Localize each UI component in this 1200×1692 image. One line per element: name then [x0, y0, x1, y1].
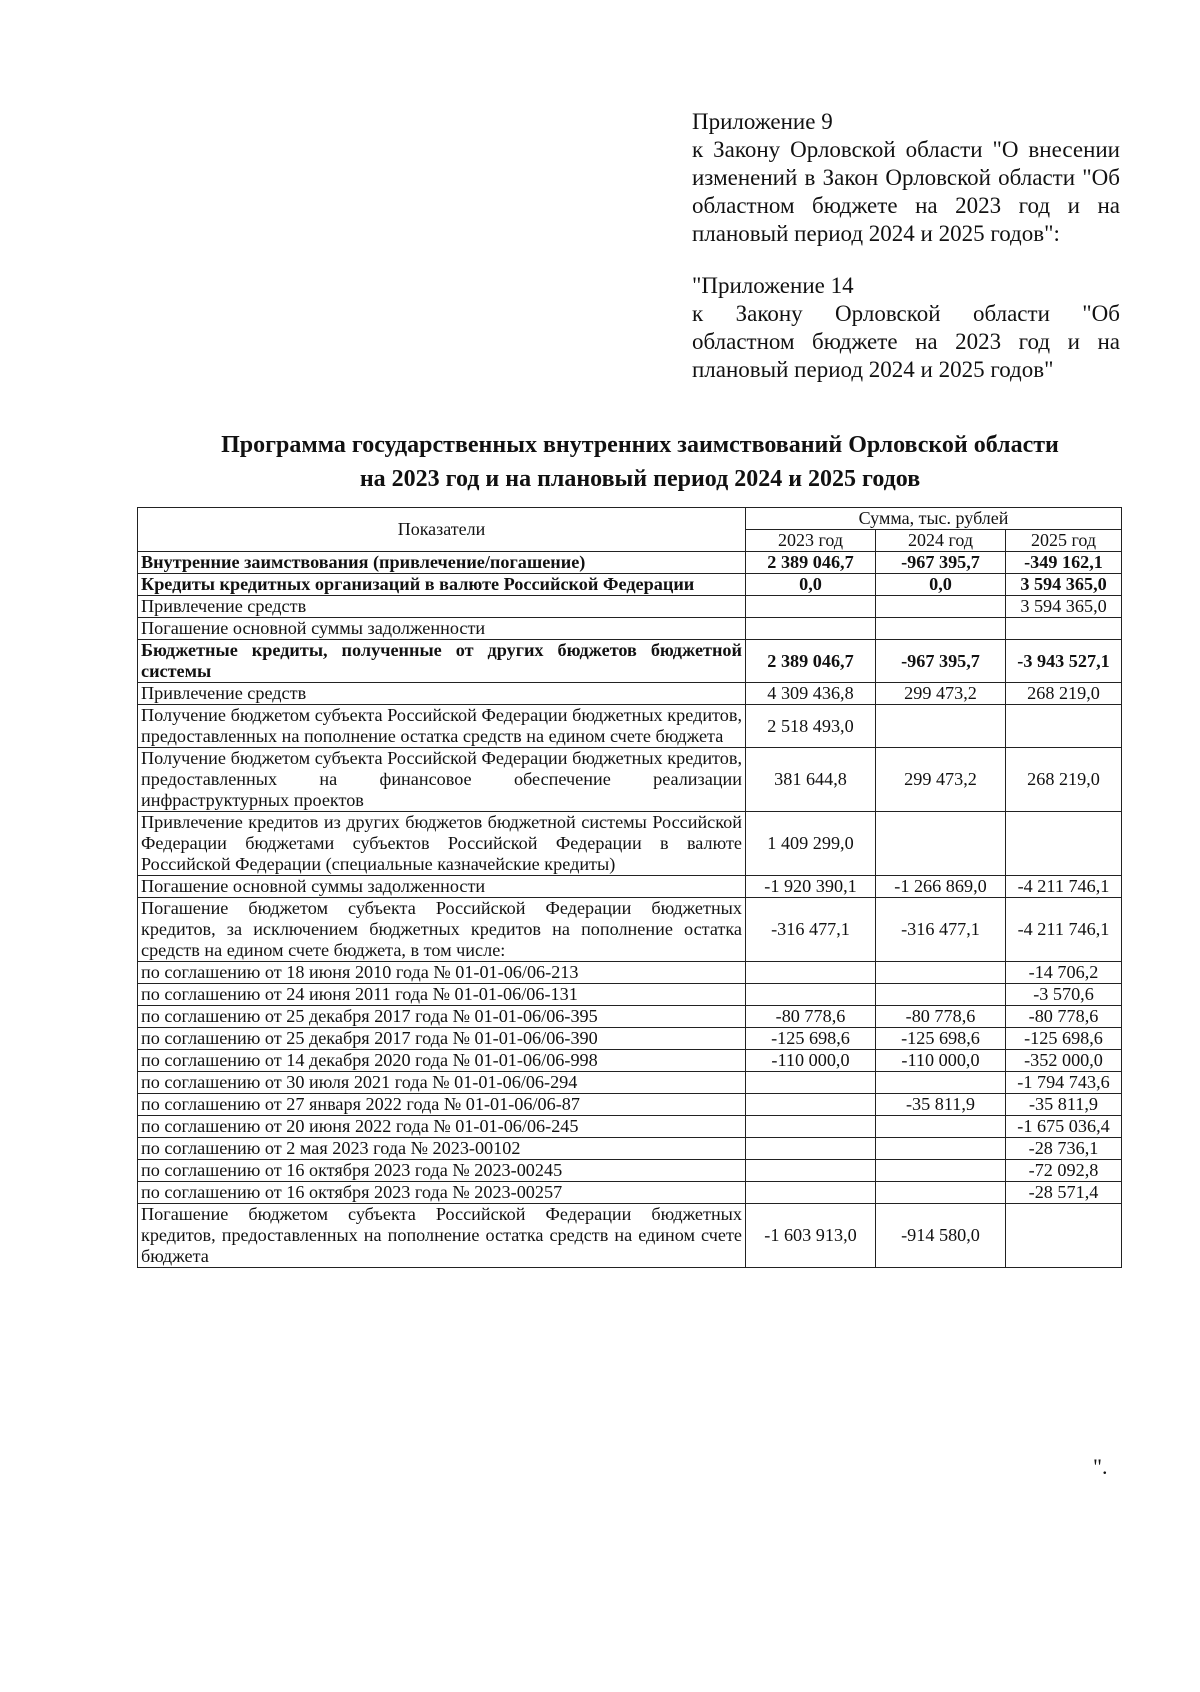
row-label: Погашение бюджетом субъекта Российской Федерации бюджетных кредитов, за исключением бюджетных кредитов на пополнение остатка средств на едином счете бюджета, в том числе: [138, 898, 746, 962]
table-body [138, 552, 1122, 1268]
value-cell: -914 580,0 [876, 1204, 1006, 1268]
row-label: по соглашению от 2 мая 2023 года № 2023-00102 [138, 1138, 746, 1160]
table-row [138, 962, 1122, 984]
value-cell [876, 812, 1006, 876]
annex-reference: к Закону Орловской области "О внесении изменений в Закон Орловской области "Об областном бюджете на 2023 год и на плановый период 2024 и 2025 годов": [692, 137, 1120, 246]
value-cell: -3 943 527,1 [1006, 640, 1122, 683]
value-cell: -72 092,8 [1006, 1160, 1122, 1182]
title-line-2: на 2023 год и на плановый период 2024 и 2025 годов [359, 466, 921, 492]
table-header-row [138, 508, 1122, 530]
value-cell: -125 698,6 [876, 1028, 1006, 1050]
value-cell: -967 395,7 [876, 552, 1006, 574]
row-label: Привлечение кредитов из других бюджетов бюджетной системы Российской Федерации бюджетами субъектов Российской Федерации в валюте Российской Федерации (специальные казначейские кредиты) [138, 812, 746, 876]
value-cell: -35 811,9 [1006, 1094, 1122, 1116]
table-row [138, 748, 1122, 812]
value-cell [876, 962, 1006, 984]
row-label: Погашение бюджетом субъекта Российской Федерации бюджетных кредитов, предоставленных на пополнение остатка средств на едином счете бюджета [138, 1204, 746, 1268]
row-label: по соглашению от 25 декабря 2017 года № 01-01-06/06-395 [138, 1006, 746, 1028]
row-label: по соглашению от 25 декабря 2017 года № 01-01-06/06-390 [138, 1028, 746, 1050]
table-row [138, 898, 1122, 962]
value-cell: -316 477,1 [876, 898, 1006, 962]
row-label: по соглашению от 16 октября 2023 года № 2023-00257 [138, 1182, 746, 1204]
table-row [138, 596, 1122, 618]
row-label: Привлечение средств [138, 596, 746, 618]
value-cell [746, 962, 876, 984]
value-cell [876, 618, 1006, 640]
annex-quoted-number: "Приложение 14 [692, 273, 854, 298]
value-cell [746, 1094, 876, 1116]
value-cell [746, 1138, 876, 1160]
value-cell: 0,0 [746, 574, 876, 596]
value-cell: 0,0 [876, 574, 1006, 596]
value-cell: -349 162,1 [1006, 552, 1122, 574]
value-cell [746, 1182, 876, 1204]
row-label: по соглашению от 14 декабря 2020 года № 01-01-06/06-998 [138, 1050, 746, 1072]
value-cell: -4 211 746,1 [1006, 876, 1122, 898]
row-label: Получение бюджетом субъекта Российской Федерации бюджетных кредитов, предоставленных на пополнение остатка средств на едином счете бюджета [138, 705, 746, 748]
value-cell: 3 594 365,0 [1006, 574, 1122, 596]
value-cell [746, 1160, 876, 1182]
value-cell [1006, 812, 1122, 876]
table-row [138, 1182, 1122, 1204]
value-cell: -967 395,7 [876, 640, 1006, 683]
value-cell: -1 603 913,0 [746, 1204, 876, 1268]
value-cell: 3 594 365,0 [1006, 596, 1122, 618]
borrowing-program-table [137, 507, 1122, 1268]
value-cell: -1 794 743,6 [1006, 1072, 1122, 1094]
value-cell: -4 211 746,1 [1006, 898, 1122, 962]
row-label: по соглашению от 16 октября 2023 года № 2023-00245 [138, 1160, 746, 1182]
table-row [138, 1138, 1122, 1160]
value-cell: 2 389 046,7 [746, 640, 876, 683]
table-row [138, 1072, 1122, 1094]
value-cell [746, 1072, 876, 1094]
indicators-header: Показатели [138, 508, 746, 552]
title-line-1: Программа государственных внутренних заимствований Орловской области [221, 432, 1059, 458]
value-cell [876, 705, 1006, 748]
value-cell [746, 1116, 876, 1138]
value-cell [1006, 1204, 1122, 1268]
table-row [138, 1160, 1122, 1182]
year-header: 2024 год [876, 530, 1006, 552]
value-cell: -125 698,6 [1006, 1028, 1122, 1050]
closing-quote: ". [1093, 1454, 1108, 1479]
annex-heading [692, 108, 1120, 384]
row-label: по соглашению от 27 января 2022 года № 01-01-06/06-87 [138, 1094, 746, 1116]
value-cell: -1 266 869,0 [876, 876, 1006, 898]
table-row [138, 552, 1122, 574]
document-title [140, 428, 1140, 496]
table-row [138, 1050, 1122, 1072]
value-cell [1006, 705, 1122, 748]
value-cell: -1 675 036,4 [1006, 1116, 1122, 1138]
value-cell: 299 473,2 [876, 748, 1006, 812]
value-cell [746, 984, 876, 1006]
table-row [138, 574, 1122, 596]
value-cell: -125 698,6 [746, 1028, 876, 1050]
value-cell [876, 1116, 1006, 1138]
value-cell [1006, 618, 1122, 640]
row-label: Получение бюджетом субъекта Российской Федерации бюджетных кредитов, предоставленных на финансовое обеспечение реализации инфраструктурных проектов [138, 748, 746, 812]
annex-number: Приложение 9 [692, 109, 833, 134]
value-cell: -3 570,6 [1006, 984, 1122, 1006]
value-cell: 1 409 299,0 [746, 812, 876, 876]
value-cell [746, 618, 876, 640]
value-cell: -110 000,0 [876, 1050, 1006, 1072]
value-cell: -14 706,2 [1006, 962, 1122, 984]
table-row [138, 683, 1122, 705]
value-cell [876, 1072, 1006, 1094]
value-cell: -28 571,4 [1006, 1182, 1122, 1204]
sum-header: Сумма, тыс. рублей [746, 508, 1122, 530]
table-row [138, 1116, 1122, 1138]
row-label: Бюджетные кредиты, полученные от других бюджетов бюджетной системы [138, 640, 746, 683]
value-cell: -28 736,1 [1006, 1138, 1122, 1160]
row-label: по соглашению от 30 июля 2021 года № 01-01-06/06-294 [138, 1072, 746, 1094]
row-label: Погашение основной суммы задолженности [138, 618, 746, 640]
value-cell: -1 920 390,1 [746, 876, 876, 898]
table-row [138, 984, 1122, 1006]
row-label: Внутренние заимствования (привлечение/погашение) [138, 552, 746, 574]
table-row [138, 618, 1122, 640]
value-cell: -80 778,6 [876, 1006, 1006, 1028]
table-row [138, 705, 1122, 748]
value-cell: 2 518 493,0 [746, 705, 876, 748]
value-cell [876, 984, 1006, 1006]
table-row [138, 1028, 1122, 1050]
row-label: по соглашению от 20 июня 2022 года № 01-01-06/06-245 [138, 1116, 746, 1138]
table-row [138, 640, 1122, 683]
row-label: по соглашению от 18 июня 2010 года № 01-01-06/06-213 [138, 962, 746, 984]
value-cell [876, 596, 1006, 618]
value-cell [746, 596, 876, 618]
table-row [138, 1094, 1122, 1116]
value-cell: -110 000,0 [746, 1050, 876, 1072]
value-cell: 268 219,0 [1006, 748, 1122, 812]
value-cell: 2 389 046,7 [746, 552, 876, 574]
row-label: Кредиты кредитных организаций в валюте Российской Федерации [138, 574, 746, 596]
value-cell: -35 811,9 [876, 1094, 1006, 1116]
value-cell: -316 477,1 [746, 898, 876, 962]
year-header: 2025 год [1006, 530, 1122, 552]
table-row [138, 876, 1122, 898]
row-label: по соглашению от 24 июня 2011 года № 01-01-06/06-131 [138, 984, 746, 1006]
value-cell: 299 473,2 [876, 683, 1006, 705]
value-cell: -80 778,6 [746, 1006, 876, 1028]
value-cell: 4 309 436,8 [746, 683, 876, 705]
annex-quoted-reference: к Закону Орловской области "Об областном бюджете на 2023 год и на плановый период 2024 и 2025 годов" [692, 301, 1120, 382]
table-row [138, 1204, 1122, 1268]
value-cell: 268 219,0 [1006, 683, 1122, 705]
year-header: 2023 год [746, 530, 876, 552]
value-cell: -80 778,6 [1006, 1006, 1122, 1028]
row-label: Привлечение средств [138, 683, 746, 705]
table-row [138, 812, 1122, 876]
table-row [138, 1006, 1122, 1028]
value-cell: -352 000,0 [1006, 1050, 1122, 1072]
value-cell [876, 1182, 1006, 1204]
value-cell [876, 1138, 1006, 1160]
value-cell: 381 644,8 [746, 748, 876, 812]
value-cell [876, 1160, 1006, 1182]
row-label: Погашение основной суммы задолженности [138, 876, 746, 898]
